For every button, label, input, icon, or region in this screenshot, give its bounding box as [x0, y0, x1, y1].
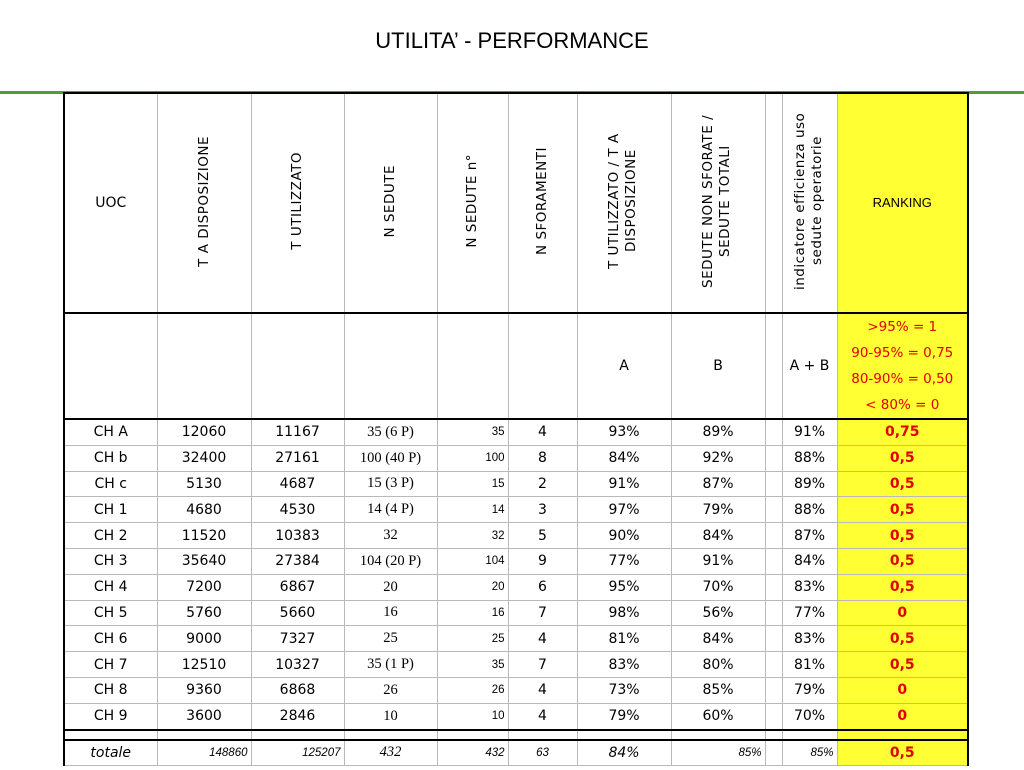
row-sforamenti: 2	[508, 471, 577, 497]
totals-ranking: 0,5	[837, 740, 968, 766]
row-n-sedute: 16	[344, 600, 437, 626]
row-n-sedute-n: 15	[437, 471, 508, 497]
row-t-utilizzato: 2846	[251, 703, 344, 729]
table-row	[64, 677, 968, 703]
row-ab: 88%	[782, 445, 837, 471]
row-t-utilizzato: 4687	[251, 471, 344, 497]
page-title: UTILITA’ - PERFORMANCE	[375, 28, 649, 53]
table-row	[64, 652, 968, 678]
row-n-sedute: 20	[344, 574, 437, 600]
header-n-sedute: N SEDUTE	[344, 93, 437, 313]
ranking-legend	[837, 313, 968, 419]
spacer-row	[64, 730, 968, 740]
row-n-sedute: 14 (4 P)	[344, 497, 437, 523]
row-a: 81%	[577, 626, 671, 652]
row-b: 87%	[671, 471, 765, 497]
row-t-disposizione: 32400	[157, 445, 251, 471]
row-ab: 77%	[782, 600, 837, 626]
row-t-utilizzato: 10383	[251, 523, 344, 549]
row-b: 84%	[671, 626, 765, 652]
row-sforamenti: 4	[508, 626, 577, 652]
totals-sforamenti: 63	[508, 740, 577, 766]
row-b: 79%	[671, 497, 765, 523]
row-sforamenti: 5	[508, 523, 577, 549]
row-n-sedute-n: 16	[437, 600, 508, 626]
row-uoc: CH A	[64, 419, 157, 445]
totals-row	[64, 740, 968, 766]
row-spacer	[765, 548, 782, 574]
row-t-disposizione: 35640	[157, 548, 251, 574]
row-n-sedute-n: 35	[437, 419, 508, 445]
table-row	[64, 703, 968, 729]
row-t-disposizione: 4680	[157, 497, 251, 523]
row-t-disposizione: 5130	[157, 471, 251, 497]
row-ab: 87%	[782, 523, 837, 549]
row-uoc: CH 8	[64, 677, 157, 703]
row-b: 80%	[671, 652, 765, 678]
row-t-utilizzato: 6867	[251, 574, 344, 600]
row-t-disposizione: 12510	[157, 652, 251, 678]
ranking-legend-line: 90-95% = 0,75	[851, 345, 954, 361]
row-t-disposizione: 3600	[157, 703, 251, 729]
row-a: 97%	[577, 497, 671, 523]
row-b: 56%	[671, 600, 765, 626]
row-t-disposizione: 11520	[157, 523, 251, 549]
row-uoc: CH 3	[64, 548, 157, 574]
row-a: 95%	[577, 574, 671, 600]
row-n-sedute: 26	[344, 677, 437, 703]
row-n-sedute-n: 25	[437, 626, 508, 652]
legend-ab: A + B	[782, 313, 837, 419]
row-b: 70%	[671, 574, 765, 600]
row-uoc: CH 2	[64, 523, 157, 549]
row-ranking: 0,5	[837, 548, 968, 574]
row-n-sedute: 100 (40 P)	[344, 445, 437, 471]
row-a: 73%	[577, 677, 671, 703]
row-ab: 81%	[782, 652, 837, 678]
row-ranking: 0,5	[837, 445, 968, 471]
row-uoc: CH c	[64, 471, 157, 497]
row-t-utilizzato: 4530	[251, 497, 344, 523]
row-ranking: 0	[837, 703, 968, 729]
row-ranking: 0	[837, 600, 968, 626]
row-b: 84%	[671, 523, 765, 549]
table-row	[64, 626, 968, 652]
row-ranking: 0	[837, 677, 968, 703]
row-n-sedute-n: 26	[437, 677, 508, 703]
row-a: 84%	[577, 445, 671, 471]
row-a: 91%	[577, 471, 671, 497]
totals-b: 85%	[671, 740, 765, 766]
row-ranking: 0,5	[837, 626, 968, 652]
row-uoc: CH 7	[64, 652, 157, 678]
row-uoc: CH 9	[64, 703, 157, 729]
header-indicatore: indicatore efficienza uso sedute operatorie	[782, 93, 837, 313]
header-sedute-ratio: SEDUTE NON SFORATE / SEDUTE TOTALI	[671, 93, 765, 313]
row-spacer	[765, 497, 782, 523]
row-sforamenti: 7	[508, 600, 577, 626]
row-ab: 79%	[782, 677, 837, 703]
row-n-sedute-n: 20	[437, 574, 508, 600]
row-a: 79%	[577, 703, 671, 729]
legend-a: A	[577, 313, 671, 419]
legend-row	[64, 313, 968, 419]
row-n-sedute: 10	[344, 703, 437, 729]
table-row	[64, 523, 968, 549]
table-row	[64, 497, 968, 523]
row-spacer	[765, 677, 782, 703]
row-spacer	[765, 523, 782, 549]
totals-t-utilizzato: 125207	[251, 740, 344, 766]
row-spacer	[765, 471, 782, 497]
row-ranking: 0,5	[837, 497, 968, 523]
row-b: 89%	[671, 419, 765, 445]
row-sforamenti: 9	[508, 548, 577, 574]
header-n-sforamenti: N SFORAMENTI	[508, 93, 577, 313]
row-sforamenti: 3	[508, 497, 577, 523]
row-t-utilizzato: 7327	[251, 626, 344, 652]
row-uoc: CH b	[64, 445, 157, 471]
row-spacer	[765, 419, 782, 445]
legend-empty	[765, 313, 782, 419]
row-ab: 91%	[782, 419, 837, 445]
row-t-disposizione: 5760	[157, 600, 251, 626]
row-n-sedute: 15 (3 P)	[344, 471, 437, 497]
header-n-sedute-n: N SEDUTE n°	[437, 93, 508, 313]
header-t-disposizione: T A DISPOSIZIONE	[157, 93, 251, 313]
row-a: 83%	[577, 652, 671, 678]
row-sforamenti: 4	[508, 677, 577, 703]
row-sforamenti: 4	[508, 703, 577, 729]
row-uoc: CH 6	[64, 626, 157, 652]
row-ranking: 0,5	[837, 471, 968, 497]
row-sforamenti: 7	[508, 652, 577, 678]
totals-n-sedute: 432	[344, 740, 437, 766]
row-spacer	[765, 652, 782, 678]
header-ranking: RANKING	[837, 93, 968, 313]
table-row	[64, 600, 968, 626]
row-t-utilizzato: 5660	[251, 600, 344, 626]
row-t-disposizione: 7200	[157, 574, 251, 600]
row-t-disposizione: 12060	[157, 419, 251, 445]
row-uoc: CH 5	[64, 600, 157, 626]
legend-empty	[64, 313, 157, 419]
row-ab: 83%	[782, 574, 837, 600]
totals-a: 84%	[577, 740, 671, 766]
ranking-legend-line: 80-90% = 0,50	[851, 371, 954, 387]
ranking-legend-line: >95% = 1	[867, 319, 938, 335]
row-a: 90%	[577, 523, 671, 549]
header-uoc: UOC	[64, 93, 157, 313]
ranking-legend-line: < 80% = 0	[865, 397, 940, 413]
row-n-sedute-n: 35	[437, 652, 508, 678]
row-b: 85%	[671, 677, 765, 703]
header-t-utilizzato: T UTILIZZATO	[251, 93, 344, 313]
row-uoc: CH 1	[64, 497, 157, 523]
row-t-utilizzato: 6868	[251, 677, 344, 703]
totals-n-sedute-n: 432	[437, 740, 508, 766]
row-ranking: 0,5	[837, 574, 968, 600]
row-n-sedute-n: 100	[437, 445, 508, 471]
row-t-utilizzato: 27384	[251, 548, 344, 574]
row-ranking: 0,75	[837, 419, 968, 445]
row-ab: 88%	[782, 497, 837, 523]
row-spacer	[765, 600, 782, 626]
row-spacer	[765, 703, 782, 729]
row-n-sedute: 104 (20 P)	[344, 548, 437, 574]
table-row	[64, 548, 968, 574]
row-a: 98%	[577, 600, 671, 626]
totals-t-disposizione: 148860	[157, 740, 251, 766]
row-n-sedute: 35 (6 P)	[344, 419, 437, 445]
row-sforamenti: 4	[508, 419, 577, 445]
table-row	[64, 419, 968, 445]
legend-empty	[508, 313, 577, 419]
row-t-disposizione: 9360	[157, 677, 251, 703]
row-n-sedute-n: 104	[437, 548, 508, 574]
row-ab: 70%	[782, 703, 837, 729]
row-ranking: 0,5	[837, 523, 968, 549]
row-t-utilizzato: 10327	[251, 652, 344, 678]
row-t-utilizzato: 27161	[251, 445, 344, 471]
totals-ab: 85%	[782, 740, 837, 766]
table-row	[64, 445, 968, 471]
row-sforamenti: 8	[508, 445, 577, 471]
row-b: 92%	[671, 445, 765, 471]
totals-spacer	[765, 740, 782, 766]
table-row	[64, 574, 968, 600]
row-n-sedute-n: 10	[437, 703, 508, 729]
row-sforamenti: 6	[508, 574, 577, 600]
row-t-utilizzato: 11167	[251, 419, 344, 445]
row-uoc: CH 4	[64, 574, 157, 600]
table-row	[64, 471, 968, 497]
row-ranking: 0,5	[837, 652, 968, 678]
row-n-sedute-n: 32	[437, 523, 508, 549]
row-t-disposizione: 9000	[157, 626, 251, 652]
row-b: 60%	[671, 703, 765, 729]
totals-label: totale	[64, 740, 157, 766]
row-spacer	[765, 626, 782, 652]
legend-empty	[344, 313, 437, 419]
row-n-sedute: 35 (1 P)	[344, 652, 437, 678]
legend-empty	[437, 313, 508, 419]
header-spacer	[765, 93, 782, 313]
row-n-sedute: 25	[344, 626, 437, 652]
row-b: 91%	[671, 548, 765, 574]
performance-table	[63, 92, 969, 766]
row-ab: 83%	[782, 626, 837, 652]
row-ab: 89%	[782, 471, 837, 497]
row-a: 77%	[577, 548, 671, 574]
row-spacer	[765, 574, 782, 600]
header-row	[64, 93, 968, 313]
row-spacer	[765, 445, 782, 471]
row-n-sedute: 32	[344, 523, 437, 549]
legend-empty	[251, 313, 344, 419]
row-ab: 84%	[782, 548, 837, 574]
legend-b: B	[671, 313, 765, 419]
row-n-sedute-n: 14	[437, 497, 508, 523]
row-a: 93%	[577, 419, 671, 445]
header-ratio: T UTILIZZATO / T A DISPOSIZIONE	[577, 93, 671, 313]
legend-empty	[157, 313, 251, 419]
